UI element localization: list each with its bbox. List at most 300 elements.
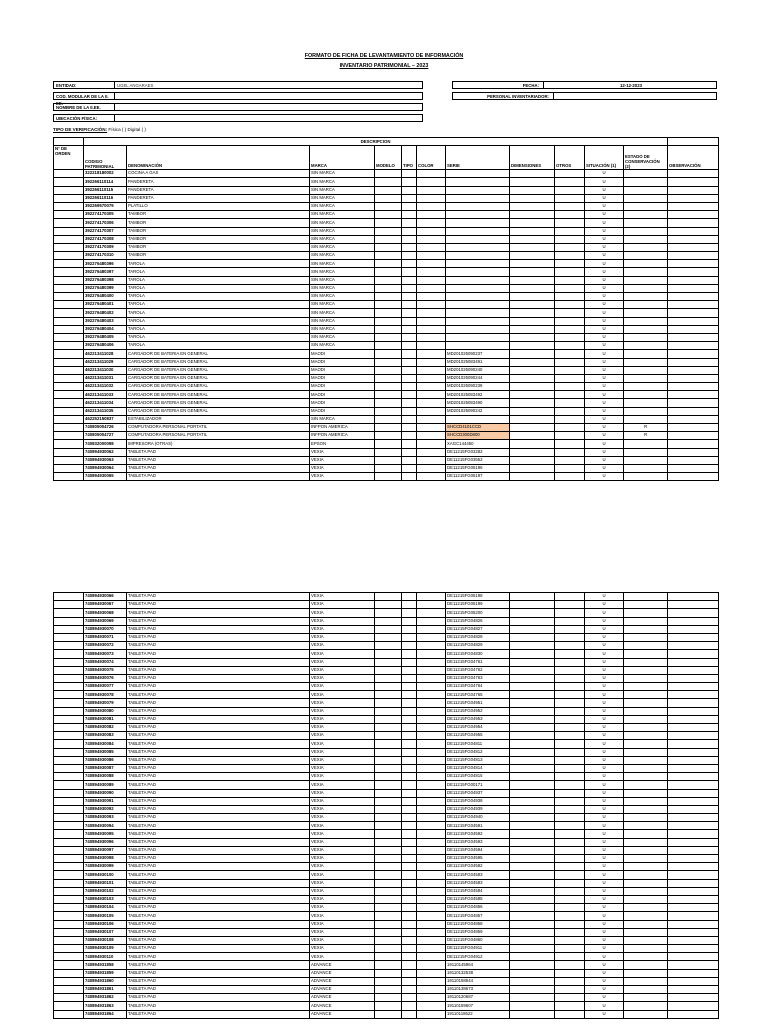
serie-cell: DE11215FG04595 <box>446 855 510 863</box>
otros-cell <box>555 650 585 658</box>
denominacion-cell: TAROLA <box>127 284 310 292</box>
situacion-cell: U <box>585 325 624 333</box>
table-row <box>54 895 719 903</box>
color-cell <box>417 748 446 756</box>
tipo-cell <box>402 456 417 464</box>
situacion-cell: U <box>585 633 624 641</box>
orden-cell <box>54 473 84 481</box>
serie-cell: DE11215FG04812 <box>446 748 510 756</box>
color-cell <box>417 440 446 448</box>
tipo-cell <box>402 301 417 309</box>
codigo-cell: 462252150837 <box>84 415 127 423</box>
situacion-cell: U <box>585 855 624 863</box>
orden-cell <box>54 986 84 994</box>
marca-cell: VEXIA <box>310 871 375 879</box>
tipo-cell <box>402 748 417 756</box>
serie-cell <box>446 170 510 178</box>
observacion-cell <box>668 781 719 789</box>
situacion-cell: U <box>585 789 624 797</box>
orden-cell <box>54 683 84 691</box>
codigo-cell: 740894930076 <box>84 674 127 682</box>
color-cell <box>417 805 446 813</box>
table-row <box>54 284 719 292</box>
marca-cell: SIN MARCA <box>310 325 375 333</box>
table-row <box>54 691 719 699</box>
situacion-cell: U <box>585 814 624 822</box>
tipo-cell <box>402 276 417 284</box>
estado-cell <box>624 920 668 928</box>
modelo-cell <box>375 464 402 472</box>
tipo-cell <box>402 593 417 601</box>
tipo-cell <box>402 699 417 707</box>
situacion-cell: U <box>585 456 624 464</box>
tipo-cell <box>402 260 417 268</box>
dimensiones-cell <box>510 961 555 969</box>
denominacion-cell: TAMBOR <box>127 219 310 227</box>
modelo-cell <box>375 879 402 887</box>
tipo-cell <box>402 764 417 772</box>
tipo-cell <box>402 822 417 830</box>
tipo-cell <box>402 953 417 961</box>
observacion-cell <box>668 650 719 658</box>
modelo-cell <box>375 1010 402 1018</box>
orden-cell <box>54 243 84 251</box>
serie-cell: DE11215FG04912 <box>446 953 510 961</box>
modelo-cell <box>375 666 402 674</box>
modelo-cell <box>375 219 402 227</box>
codigo-cell: 392276480402 <box>84 309 127 317</box>
tipo-cell <box>402 243 417 251</box>
denominacion-cell: TAMBOR <box>127 211 310 219</box>
modelo-cell <box>375 846 402 854</box>
observacion-cell <box>668 186 719 194</box>
tipo-cell <box>402 202 417 210</box>
otros-cell <box>555 633 585 641</box>
estado-cell <box>624 391 668 399</box>
modelo-cell <box>375 374 402 382</box>
dimensiones-cell <box>510 846 555 854</box>
color-cell <box>417 977 446 985</box>
tipo-cell <box>402 977 417 985</box>
color-cell <box>417 920 446 928</box>
marca-cell: VEXIA <box>310 683 375 691</box>
orden-cell <box>54 953 84 961</box>
serie-cell: DE11215FG04826 <box>446 617 510 625</box>
denominacion-cell: TABLETA PAD <box>127 473 310 481</box>
codigo-cell: 740894930082 <box>84 724 127 732</box>
denominacion-cell: TABLETA PAD <box>127 642 310 650</box>
otros-cell <box>555 945 585 953</box>
serie-cell: DE11215FG04815 <box>446 773 510 781</box>
color-cell <box>417 838 446 846</box>
ubicacion-row <box>53 114 423 122</box>
table-row <box>54 325 719 333</box>
color-cell <box>417 473 446 481</box>
serie-cell <box>446 325 510 333</box>
serie-cell: DE11215FG05200 <box>446 609 510 617</box>
observacion-cell <box>668 333 719 341</box>
orden-cell <box>54 202 84 210</box>
situacion-cell: U <box>585 895 624 903</box>
dimensiones-cell <box>510 202 555 210</box>
codigo-cell: 740894931858 <box>84 961 127 969</box>
estado-cell <box>624 317 668 325</box>
tipo-cell <box>402 342 417 350</box>
situacion-cell: U <box>585 658 624 666</box>
observacion-cell <box>668 879 719 887</box>
denominacion-cell: TAMBOR <box>127 252 310 260</box>
situacion-cell: U <box>585 407 624 415</box>
situacion-cell: U <box>585 625 624 633</box>
serie-cell <box>446 268 510 276</box>
orden-cell <box>54 805 84 813</box>
dimensiones-cell <box>510 666 555 674</box>
estado-cell: R <box>624 432 668 440</box>
estado-cell <box>624 789 668 797</box>
codigo-cell: 740894930077 <box>84 683 127 691</box>
table-row <box>54 732 719 740</box>
observacion-cell <box>668 797 719 805</box>
denominacion-cell: TABLETA PAD <box>127 805 310 813</box>
observacion-cell <box>668 691 719 699</box>
observacion-cell <box>668 432 719 440</box>
table-row <box>54 407 719 415</box>
observacion-cell <box>668 601 719 609</box>
estado-cell <box>624 838 668 846</box>
serie-cell: DE11215FG05196 <box>446 464 510 472</box>
serie-cell: DE11215FG04593 <box>446 838 510 846</box>
estado-cell <box>624 740 668 748</box>
otros-cell <box>555 822 585 830</box>
tipo-cell <box>402 399 417 407</box>
color-cell <box>417 609 446 617</box>
table-row <box>54 994 719 1002</box>
marca-cell: VEXIA <box>310 773 375 781</box>
estado-cell <box>624 342 668 350</box>
modelo-cell <box>375 920 402 928</box>
marca-cell: SIN MARCA <box>310 227 375 235</box>
otros-cell <box>555 863 585 871</box>
otros-cell <box>555 920 585 928</box>
tipo-cell <box>402 609 417 617</box>
estado-cell <box>624 415 668 423</box>
table-row <box>54 227 719 235</box>
modelo-cell <box>375 333 402 341</box>
estado-cell <box>624 609 668 617</box>
color-cell <box>417 227 446 235</box>
codigo-cell: 740894930109 <box>84 945 127 953</box>
serie-cell: 19110159607 <box>446 1002 510 1010</box>
modelo-cell <box>375 814 402 822</box>
marca-cell: VEXIA <box>310 448 375 456</box>
serie-cell <box>446 301 510 309</box>
orden-cell <box>54 781 84 789</box>
marca-cell: INFPON AMERICA <box>310 432 375 440</box>
otros-cell <box>555 756 585 764</box>
estado-cell <box>624 928 668 936</box>
serie-cell: DE11215FG04763 <box>446 674 510 682</box>
color-cell <box>417 912 446 920</box>
codigo-cell: 740894931859 <box>84 969 127 977</box>
dimensiones-cell <box>510 715 555 723</box>
tipo-cell <box>402 732 417 740</box>
otros-cell <box>555 936 585 944</box>
otros-cell <box>555 732 585 740</box>
situacion-cell: U <box>585 424 624 432</box>
marca-cell: ADVANCE <box>310 986 375 994</box>
situacion-cell: U <box>585 773 624 781</box>
tipo-cell <box>402 838 417 846</box>
otros-cell <box>555 178 585 186</box>
orden-cell <box>54 945 84 953</box>
orden-cell <box>54 920 84 928</box>
denominacion-cell: TABLETA PAD <box>127 953 310 961</box>
modelo-cell <box>375 170 402 178</box>
modelo-cell <box>375 243 402 251</box>
serie-cell <box>446 333 510 341</box>
denominacion-cell: TAROLA <box>127 325 310 333</box>
situacion-cell: U <box>585 822 624 830</box>
situacion-cell: U <box>585 683 624 691</box>
situacion-cell: U <box>585 293 624 301</box>
estado-cell <box>624 1010 668 1018</box>
marca-cell: MAODI <box>310 399 375 407</box>
observacion-cell <box>668 830 719 838</box>
otros-cell <box>555 432 585 440</box>
otros-cell <box>555 617 585 625</box>
modelo-cell <box>375 301 402 309</box>
codigo-cell: 392274170307 <box>84 227 127 235</box>
orden-cell <box>54 235 84 243</box>
tipo-cell <box>402 650 417 658</box>
color-cell <box>417 1010 446 1018</box>
codigo-cell: 740894930103 <box>84 895 127 903</box>
otros-cell <box>555 301 585 309</box>
estado-cell <box>624 994 668 1002</box>
orden-cell <box>54 186 84 194</box>
serie-cell: SHCCD300D800 <box>446 432 510 440</box>
orden-cell <box>54 912 84 920</box>
tipo-cell <box>402 219 417 227</box>
estado-cell: R <box>624 424 668 432</box>
color-cell <box>417 424 446 432</box>
denominacion-cell: TABLETA PAD <box>127 846 310 854</box>
tipo-cell <box>402 178 417 186</box>
situacion-cell: U <box>585 260 624 268</box>
color-cell <box>417 658 446 666</box>
serie-cell: DE11215FG04829 <box>446 642 510 650</box>
modelo-cell <box>375 601 402 609</box>
observacion-cell <box>668 764 719 772</box>
color-cell <box>417 650 446 658</box>
modelo-cell <box>375 977 402 985</box>
modelo-cell <box>375 473 402 481</box>
marca-cell: VEXIA <box>310 732 375 740</box>
color-cell <box>417 764 446 772</box>
marca-cell: SIN MARCA <box>310 301 375 309</box>
modelo-cell <box>375 650 402 658</box>
observacion-cell <box>668 424 719 432</box>
otros-cell <box>555 219 585 227</box>
modelo-cell <box>375 691 402 699</box>
codigo-cell: 740894930104 <box>84 904 127 912</box>
otros-cell <box>555 309 585 317</box>
codigo-cell: 392276480403 <box>84 317 127 325</box>
dimensiones-cell <box>510 243 555 251</box>
estado-cell <box>624 407 668 415</box>
table-row <box>54 235 719 243</box>
denominacion-cell: TABLETA PAD <box>127 863 310 871</box>
situacion-cell: U <box>585 674 624 682</box>
color-cell <box>417 895 446 903</box>
otros-cell <box>555 358 585 366</box>
denominacion-cell: TABLETA PAD <box>127 961 310 969</box>
color-cell <box>417 194 446 202</box>
modelo-cell <box>375 945 402 953</box>
denominacion-cell: TAROLA <box>127 309 310 317</box>
observacion-cell <box>668 464 719 472</box>
dimensiones-cell <box>510 953 555 961</box>
dimensiones-cell <box>510 325 555 333</box>
denominacion-cell: TABLETA PAD <box>127 994 310 1002</box>
situacion-cell: U <box>585 432 624 440</box>
modelo-cell <box>375 202 402 210</box>
modelo-cell <box>375 871 402 879</box>
tipo-cell <box>402 374 417 382</box>
otros-cell <box>555 838 585 846</box>
situacion-cell: U <box>585 1002 624 1010</box>
table-row <box>54 879 719 887</box>
orden-cell <box>54 456 84 464</box>
dimensiones-cell <box>510 707 555 715</box>
table-row <box>54 986 719 994</box>
dimensiones-cell <box>510 293 555 301</box>
table-row <box>54 186 719 194</box>
estado-cell <box>624 284 668 292</box>
serie-cell: DE11215FG05199 <box>446 601 510 609</box>
codigo-cell: 740894930100 <box>84 871 127 879</box>
serie-cell: MD201025083490 <box>446 399 510 407</box>
tipo-cell <box>402 912 417 920</box>
dimensiones-cell <box>510 773 555 781</box>
color-cell <box>417 399 446 407</box>
dimensiones-cell <box>510 252 555 260</box>
observacion-cell <box>668 170 719 178</box>
otros-cell <box>555 399 585 407</box>
color-cell <box>417 683 446 691</box>
col-color: COLOR <box>417 146 446 170</box>
observacion-cell <box>668 473 719 481</box>
modelo-cell <box>375 260 402 268</box>
color-cell <box>417 986 446 994</box>
orden-cell <box>54 609 84 617</box>
estado-cell <box>624 633 668 641</box>
modelo-cell <box>375 732 402 740</box>
denominacion-cell: TABLETA PAD <box>127 904 310 912</box>
denominacion-cell: TABLETA PAD <box>127 928 310 936</box>
modelo-cell <box>375 432 402 440</box>
serie-cell: MD201025090240 <box>446 366 510 374</box>
estado-cell <box>624 936 668 944</box>
tipo-cell <box>402 617 417 625</box>
color-cell <box>417 593 446 601</box>
codigo-cell: 392276480399 <box>84 284 127 292</box>
color-cell <box>417 904 446 912</box>
estado-cell <box>624 748 668 756</box>
observacion-cell <box>668 235 719 243</box>
orden-cell <box>54 756 84 764</box>
observacion-cell <box>668 211 719 219</box>
estado-cell <box>624 732 668 740</box>
dimensiones-cell <box>510 186 555 194</box>
table-row <box>54 740 719 748</box>
codigo-cell: 740894930066 <box>84 593 127 601</box>
orden-cell <box>54 170 84 178</box>
situacion-cell: U <box>585 871 624 879</box>
modelo-cell <box>375 633 402 641</box>
dimensiones-cell <box>510 276 555 284</box>
otros-cell <box>555 170 585 178</box>
observacion-cell <box>668 243 719 251</box>
table-row <box>54 748 719 756</box>
serie-cell <box>446 284 510 292</box>
orden-cell <box>54 601 84 609</box>
tipo-cell <box>402 415 417 423</box>
color-cell <box>417 797 446 805</box>
tipo-cell <box>402 211 417 219</box>
table-row <box>54 846 719 854</box>
otros-cell <box>555 789 585 797</box>
otros-cell <box>555 683 585 691</box>
modelo-cell <box>375 781 402 789</box>
denominacion-cell: PANDERETA <box>127 194 310 202</box>
dimensiones-cell <box>510 863 555 871</box>
observacion-cell <box>668 707 719 715</box>
denominacion-cell: TAROLA <box>127 342 310 350</box>
color-cell <box>417 740 446 748</box>
marca-cell: VEXIA <box>310 879 375 887</box>
denominacion-cell: TABLETA PAD <box>127 593 310 601</box>
serie-cell: XAGC144450 <box>446 440 510 448</box>
modelo-cell <box>375 912 402 920</box>
dimensiones-cell <box>510 617 555 625</box>
codigo-cell: 740894931861 <box>84 986 127 994</box>
serie-cell: DE11215FG04765 <box>446 691 510 699</box>
table-row <box>54 473 719 481</box>
color-cell <box>417 391 446 399</box>
denominacion-cell: TABLETA PAD <box>127 887 310 895</box>
situacion-cell: U <box>585 928 624 936</box>
otros-cell <box>555 1010 585 1018</box>
dimensiones-cell <box>510 936 555 944</box>
tipo-cell <box>402 683 417 691</box>
denominacion-cell: TABLETA PAD <box>127 781 310 789</box>
inventory-table-1 <box>53 137 719 481</box>
table-row <box>54 432 719 440</box>
orden-cell <box>54 407 84 415</box>
marca-cell: VEXIA <box>310 928 375 936</box>
table-row <box>54 424 719 432</box>
marca-cell: VEXIA <box>310 781 375 789</box>
orden-cell <box>54 855 84 863</box>
modelo-cell <box>375 904 402 912</box>
marca-cell: VEXIA <box>310 601 375 609</box>
otros-cell <box>555 658 585 666</box>
observacion-cell <box>668 920 719 928</box>
situacion-cell: U <box>585 366 624 374</box>
orden-cell <box>54 707 84 715</box>
estado-cell <box>624 912 668 920</box>
